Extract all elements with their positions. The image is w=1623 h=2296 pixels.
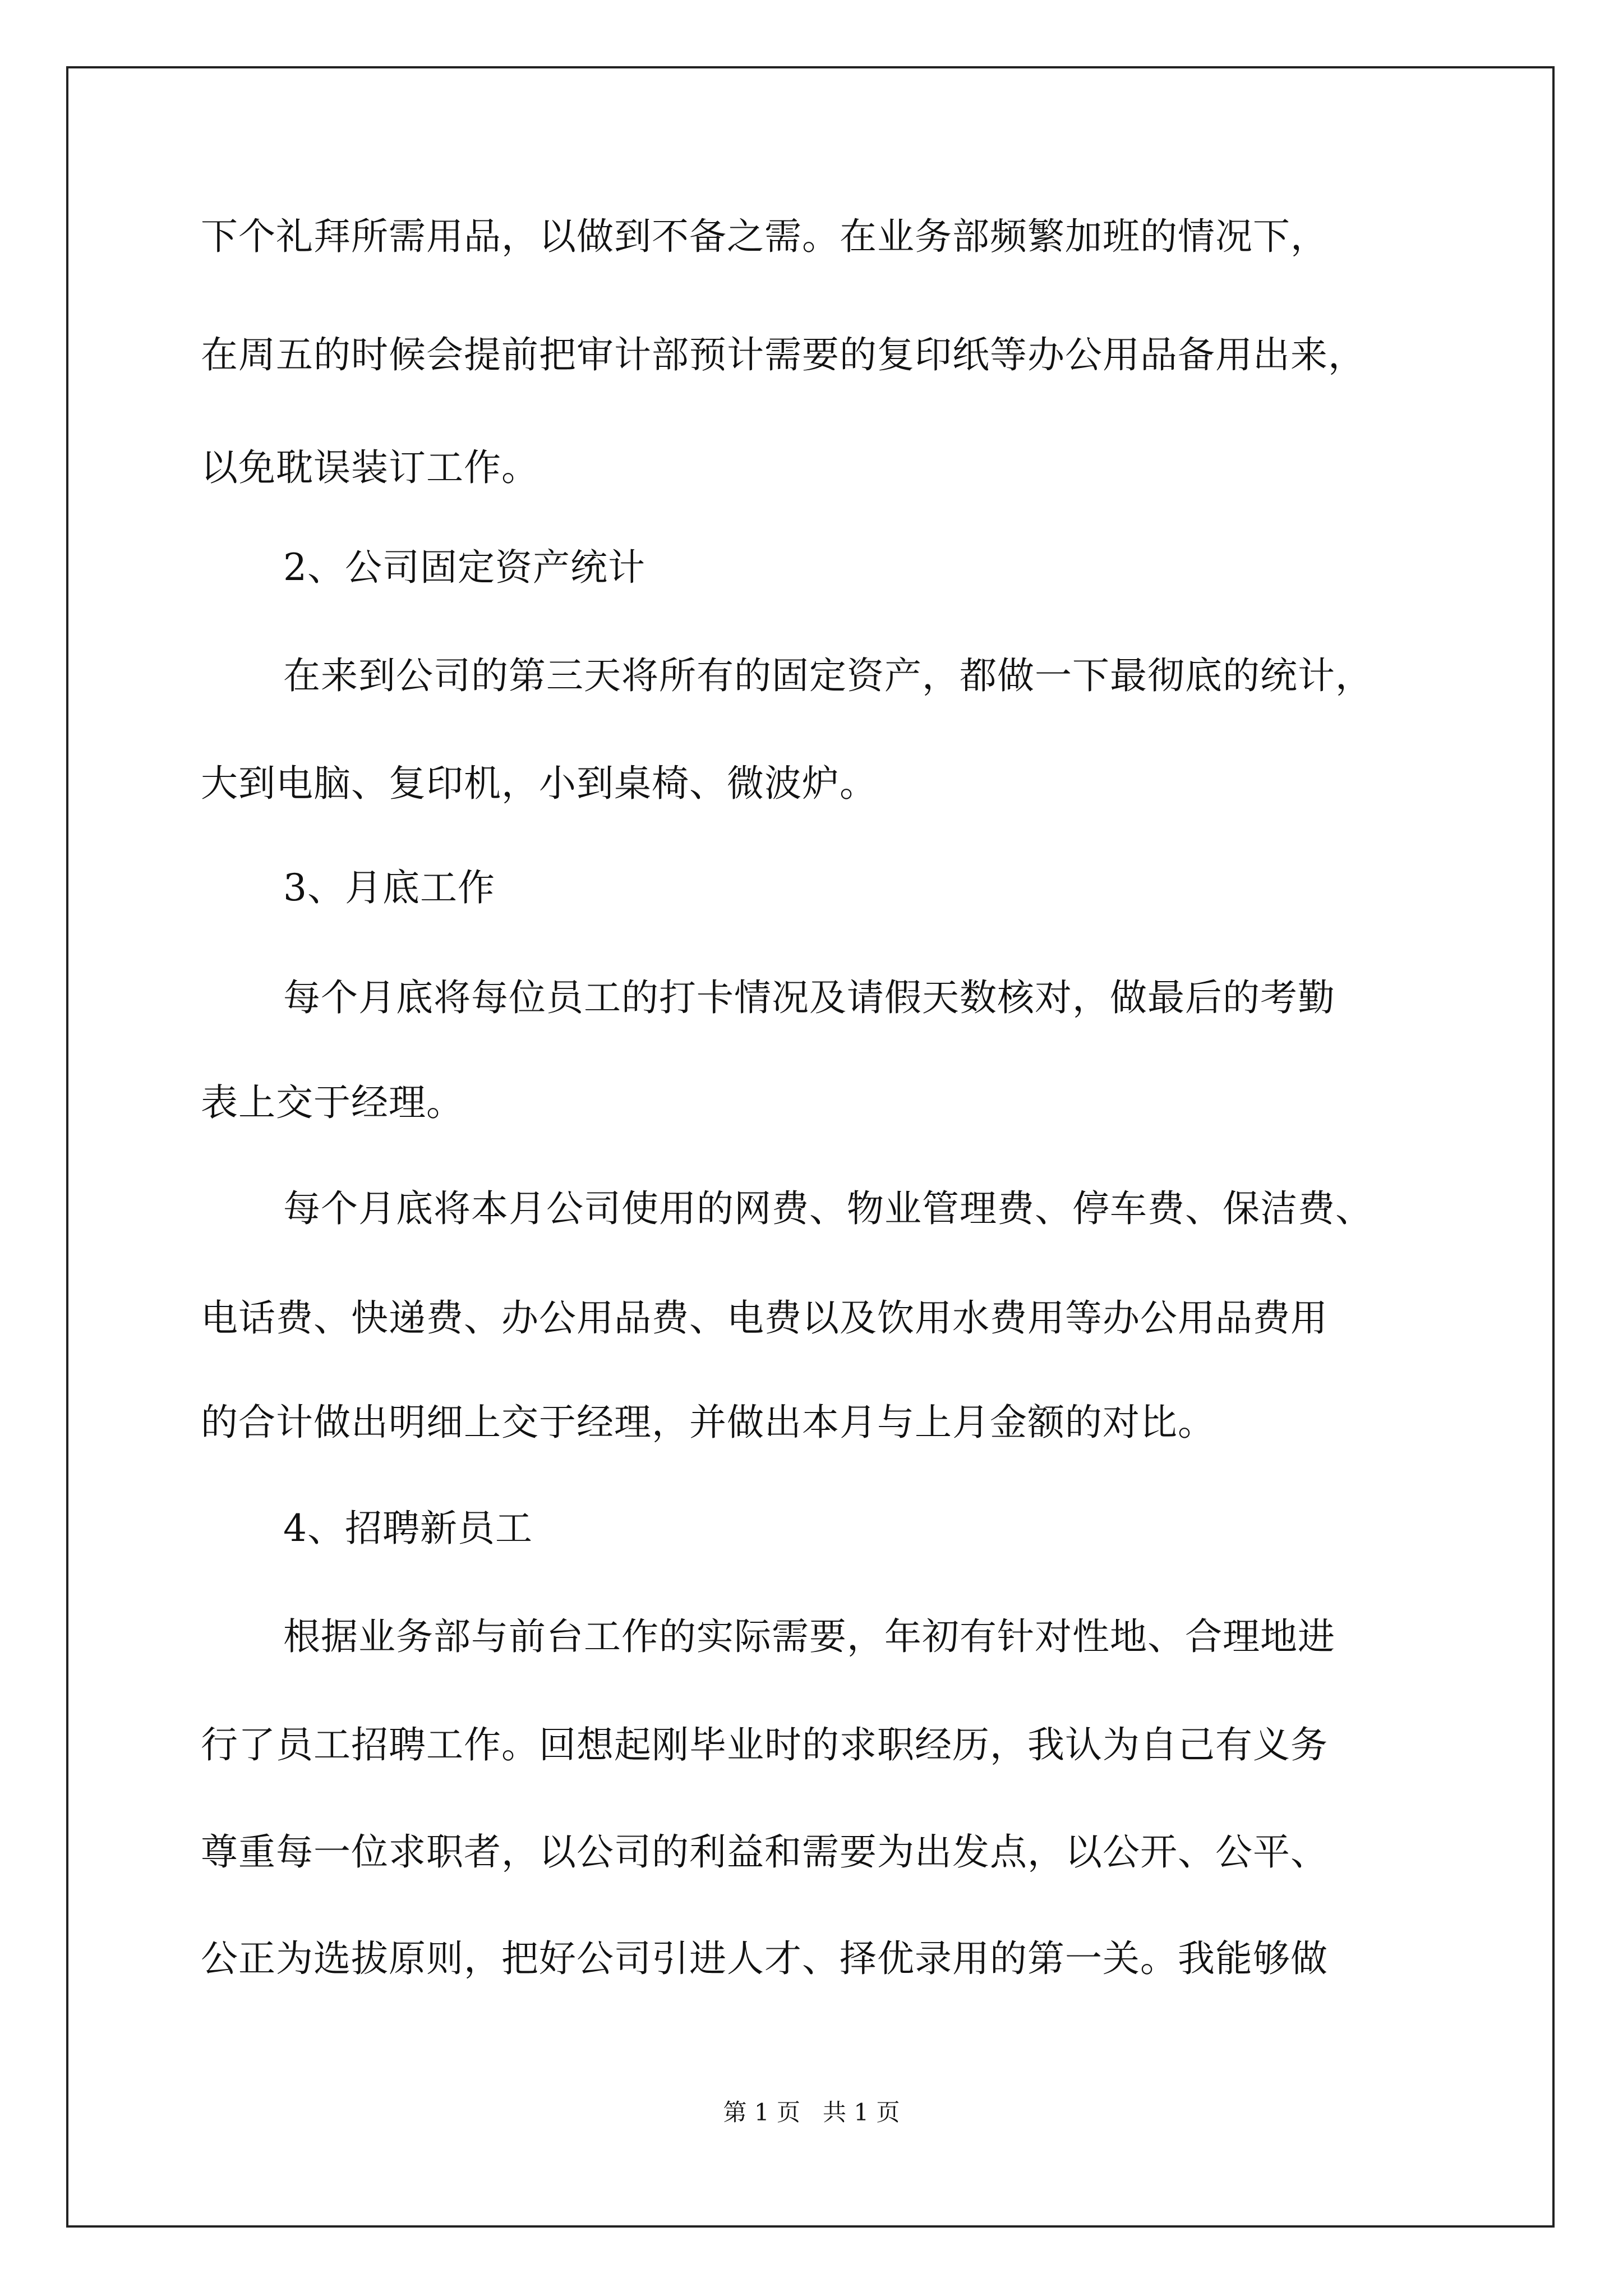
body-text-line: 尊重每一位求职者，以公司的利益和需要为出发点，以公开、公平、 [201,1830,1328,1874]
body-text-line: 每个月底将每位员工的打卡情况及请假天数核对，做最后的考勤 [283,976,1335,1019]
body-text-line: 的合计做出明细上交于经理，并做出本月与上月金额的对比。 [201,1401,1215,1444]
body-text-line: 表上交于经理。 [201,1081,464,1124]
body-text-line: 以免耽误装订工作。 [201,446,539,489]
page-border [66,66,1555,2228]
page-number-footer: 第 1 页 共 1 页 [723,2099,900,2126]
section-heading: 4、招聘新员工 [283,1507,533,1550]
body-text-line: 下个礼拜所需用品，以做到不备之需。在业务部频繁加班的情况下， [201,215,1328,258]
body-text-line: 公正为选拔原则，把好公司引进人才、择优录用的第一关。我能够做 [201,1937,1328,1980]
body-text-line: 电话费、快递费、办公用品费、电费以及饮用水费用等办公用品费用 [201,1296,1328,1340]
body-text-line: 在来到公司的第三天将所有的固定资产，都做一下最彻底的统计， [283,654,1373,697]
body-text-line: 根据业务部与前台工作的实际需要，年初有针对性地、合理地进 [283,1615,1335,1658]
section-heading: 2、公司固定资产统计 [283,546,645,589]
section-heading: 3、月底工作 [283,866,495,909]
body-text-line: 每个月底将本月公司使用的网费、物业管理费、停车费、保洁费、 [283,1187,1373,1230]
body-text-line: 行了员工招聘工作。回想起刚毕业时的求职经历，我认为自己有义务 [201,1723,1328,1766]
body-text-line: 在周五的时候会提前把审计部预计需要的复印纸等办公用品备用出来， [201,333,1366,376]
body-text-line: 大到电脑、复印机，小到桌椅、微波炉。 [201,762,877,805]
